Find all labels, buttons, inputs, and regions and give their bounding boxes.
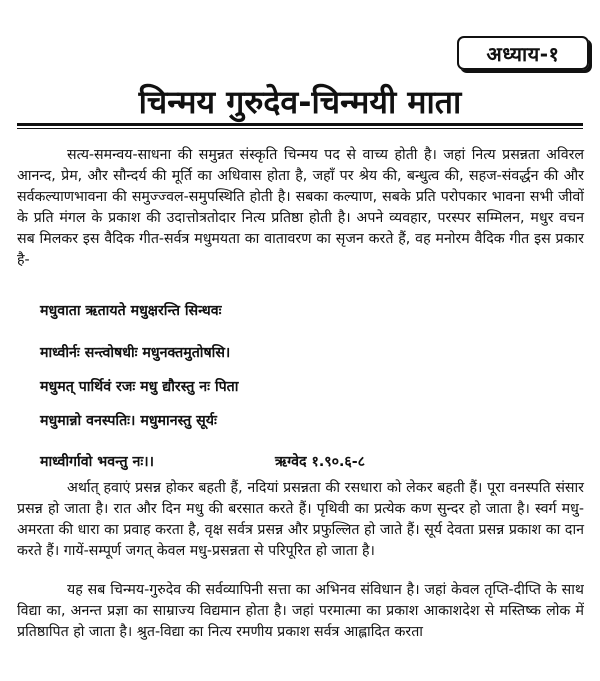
verse-line-3: मधुमत् पार्थिवं रजः मधु द्यौरस्तु नः पिता: [40, 379, 239, 395]
verse-line-2: माध्वीर्नः सन्त्वोषधीः मधुनक्तमुतोषसि।: [40, 345, 231, 361]
page-title: चिन्मय गुरुदेव-चिन्मयी माता: [138, 83, 462, 121]
paragraph-gurudev: यह सब चिन्मय-गुरुदेव की सर्वव्यापिनी सत्ता का अभिनव संविधान है। जहां केवल तृप्ति-दीप्ति के साथ विद्या का, अनन्त प्रज्ञा का साम्राज्य विद्यमान होता है। जहां परमात्मा का प्रकाश आकाशदेश से मस्तिष्क लोक में प्रतिष्ठापित हो जाता है। श्रुत-विद्या का नित्य रमणीय प्रकाश सर्वत्र आह्लादित करता: [17, 582, 584, 640]
title-rule-thin: [17, 128, 583, 129]
paragraph-intro: सत्य-समन्वय-साधना की समुन्नत संस्कृति चिन्मय पद से वाच्य होती है। जहां नित्य प्रसन्नता अविरल आनन्द, प्रेम, और सौन्दर्य की मूर्ति का अधिवास होता है, जहाँ पर श्रेय की, बन्धुत्व की, सहज-संवर्द्धन की और सर्वकल्याणभावना की समुज्ज्वल-समुपस्थिति होती है। सबका कल्याण, सबके प्रति परोपकार भावना सभी जीवों के प्रति मंगल के प्रकाश की उदात्तोत्रतोदार नित्य प्रतिष्ठा होती है। अपने व्यवहार, परस्पर सम्मिलन, मधुर वचन सब मिलकर इस वैदिक गीत-सर्वत्र मधुमयता का वातावरण का सृजन करते हैं, वह मनोरम वैदिक गीत इस प्रकार है-: [17, 147, 584, 268]
verse-line-5: माध्वीर्गावो भवन्तु नः।।: [40, 454, 154, 470]
verse-line-1: मधुवाता ऋतायते मधुक्षरन्ति सिन्धवः: [40, 303, 222, 319]
verse-line-4: मधुमान्नो वनस्पतिः। मधुमानस्तु सूर्यः: [40, 413, 217, 429]
paragraph-meaning: अर्थात् हवाएं प्रसन्न होकर बहती हैं, नदियां प्रसन्नता की रसधारा को लेकर बहती हैं। पूरा वनस्पति संसार प्रसन्न हो जाता है। रात और दिन मधु की बरसात करते हैं। पृथिवी का प्रत्येक कण सुन्दर हो जाता है। स्वर्ग मधु-अमरता की धारा का प्रवाह करता है, वृक्ष सर्वत्र प्रसन्न और प्रफुल्लित हो जाते हैं। सूर्य देवता प्रसन्न प्रकाश का दान करते हैं। गायें-सम्पूर्ण जगत् केवल मधु-प्रसन्नता से परिपूरित हो जाता है।: [17, 480, 584, 559]
title-rule-thick: [17, 123, 583, 126]
chapter-label: अध्याय-१: [457, 36, 589, 70]
verse-reference: ऋग्वेद १.९०.६-८: [275, 454, 366, 470]
